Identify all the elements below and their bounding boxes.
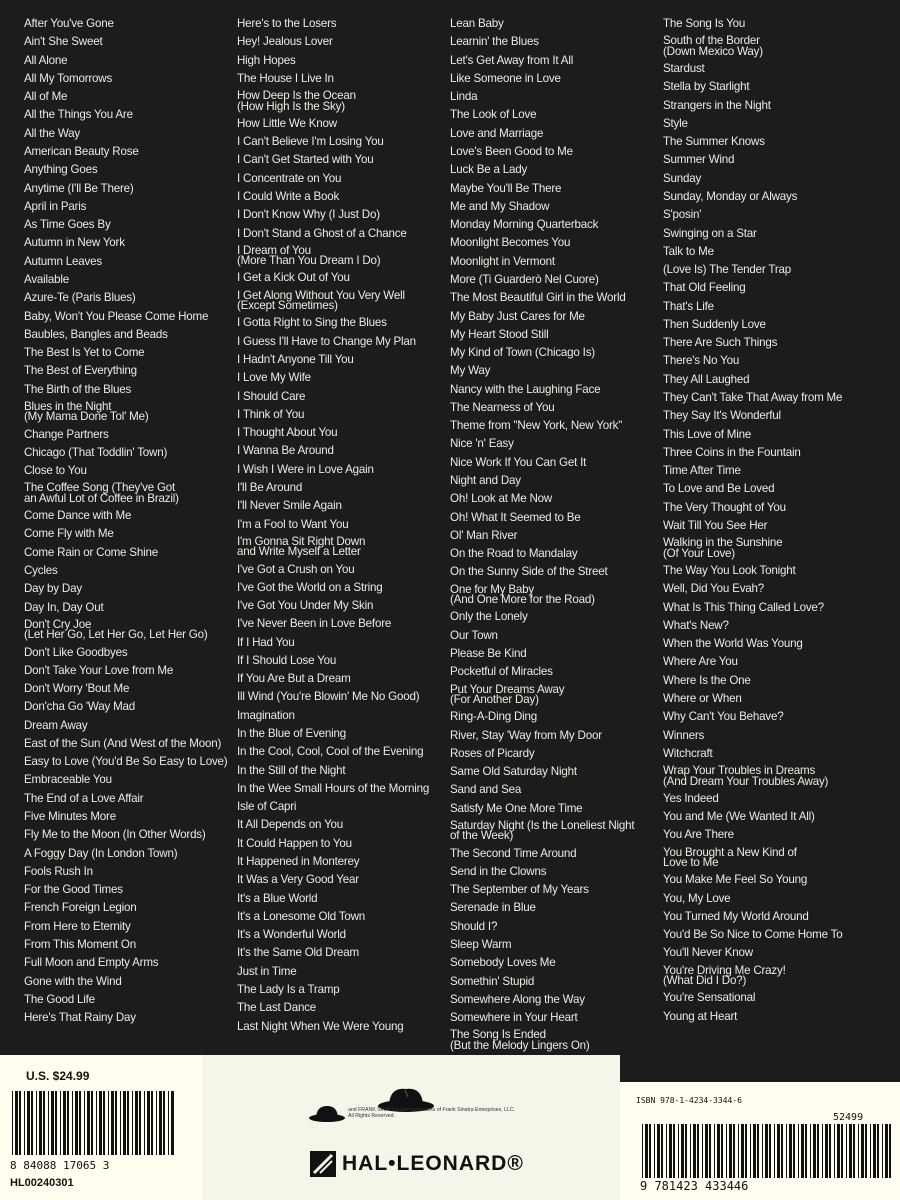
song-title: Witchcraft (663, 746, 713, 760)
song-title: Should I? (450, 919, 498, 933)
song-title: I Can't Get Started with You (237, 153, 374, 167)
song-title: One for My Baby (And One More for the Road) (450, 582, 595, 607)
song-title: Chicago (That Toddlin' Town) (24, 445, 168, 459)
song-title: It's a Wonderful World (237, 928, 346, 942)
song-title: Saturday Night (Is the Loneliest Night of the Week) (450, 818, 635, 843)
song-title: Love and Marriage (450, 126, 544, 140)
song-title: If I Had You (237, 635, 295, 649)
song-title: I Wanna Be Around (237, 444, 334, 458)
song-title: When the World Was Young (663, 637, 803, 651)
song-title: I Don't Know Why (I Just Do) (237, 208, 380, 222)
song-title: I've Got You Under My Skin (237, 599, 374, 613)
song-title: The Best of Everything (24, 364, 137, 378)
song-title: Don't Like Goodbyes (24, 645, 128, 659)
song-title: The End of a Love Affair (24, 791, 144, 805)
song-column-4 (663, 18, 893, 1029)
song-title: Baubles, Bangles and Beads (24, 327, 168, 341)
song-title: After You've Gone (24, 17, 114, 30)
song-title: Then Suddenly Love (663, 317, 766, 331)
song-title: As Time Goes By (24, 218, 111, 232)
song-title: That's Life (663, 299, 714, 313)
song-title: Nice Work If You Can Get It (450, 455, 587, 469)
song-title: Imagination (237, 708, 295, 722)
song-title: Satisfy Me One More Time (450, 801, 583, 815)
song-title: Stella by Starlight (663, 80, 750, 94)
song-title: I've Got a Crush on You (237, 562, 355, 576)
song-title: Gone with the Wind (24, 974, 122, 988)
song-title: All the Way (24, 126, 81, 140)
isbn-panel (620, 1082, 900, 1200)
song-title: Serenade in Blue (450, 901, 536, 915)
song-title: The Very Thought of You (663, 500, 786, 514)
song-title: Walking in the Sunshine (Of Your Love) (663, 536, 783, 560)
song-title: What's New? (663, 618, 729, 632)
song-title: Fly Me to the Moon (In Other Words) (24, 828, 206, 842)
song-title: The Second Time Around (450, 846, 577, 860)
song-title: Where Is the One (663, 673, 751, 687)
song-title: I'm a Fool to Want You (237, 517, 349, 531)
song-title: I Dream of You (More Than You Dream I Do) (237, 243, 381, 268)
upc-digits: 8 84088 17065 3 (10, 1159, 110, 1171)
song-title: (Love Is) The Tender Trap (663, 263, 791, 277)
song-title: All of Me (24, 90, 68, 104)
song-title: You Brought a New Kind of Love to Me (663, 845, 797, 870)
song-title: Come Rain or Come Shine (24, 545, 158, 559)
song-title: You Make Me Feel So Young (663, 873, 808, 887)
song-title: Wrap Your Troubles in Dreams (And Dream Your Troubles Away) (663, 764, 829, 788)
song-title: Isle of Capri (237, 800, 297, 814)
song-title: You Are There (663, 828, 734, 842)
song-title: Theme from "New York, New York" (450, 419, 623, 433)
song-title: High Hopes (237, 53, 296, 67)
song-column-1 (24, 18, 229, 1030)
song-title: The Coffee Song (They've Got an Awful Lot of Coffee in Brazil) (24, 481, 179, 505)
song-title: Available (24, 272, 70, 286)
song-title: Moonlight Becomes You (450, 236, 571, 250)
song-title: Night and Day (450, 474, 521, 488)
song-title: Maybe You'll Be There (450, 181, 562, 195)
song-title: Our Town (450, 628, 498, 642)
song-title: Don'cha Go 'Way Mad (24, 700, 136, 714)
song-title: In the Still of the Night (237, 763, 346, 777)
song-title: Winners (663, 728, 705, 742)
song-title: Anytime (I'll Be There) (24, 181, 134, 195)
song-title: Time After Time (663, 464, 741, 478)
song-title: You Turned My World Around (663, 909, 809, 923)
song-title: They All Laughed (663, 372, 750, 386)
song-title: American Beauty Rose (24, 144, 139, 158)
song-title: Oh! Look at Me Now (450, 492, 553, 506)
song-title: From This Moment On (24, 938, 136, 951)
song-title: Put Your Dreams Away (For Another Day) (450, 682, 565, 707)
song-title: Nancy with the Laughing Face (450, 382, 601, 396)
ean-digits: 9 781423 433446 (640, 1179, 749, 1192)
song-title: Hey! Jealous Lover (237, 35, 333, 49)
song-title: More (Ti Guarderò Nel Cuore) (450, 272, 599, 286)
song-title: It All Depends on You (237, 818, 344, 832)
song-title: Oh! What It Seemed to Be (450, 510, 581, 524)
song-title: The House I Live In (237, 71, 334, 85)
song-title: You'd Be So Nice to Come Home To (663, 928, 843, 942)
song-title: How Deep Is the Ocean (How High Is the Sky) (237, 89, 356, 113)
song-title: Somethin' Stupid (450, 974, 535, 988)
song-title: They Can't Take That Away from Me (663, 391, 843, 405)
song-title: If You Are But a Dream (237, 672, 351, 686)
song-title: You, My Love (663, 891, 731, 905)
song-title: Same Old Saturday Night (450, 765, 577, 779)
song-title: My Heart Stood Still (450, 327, 549, 341)
song-title: How Little We Know (237, 116, 337, 130)
song-title: Autumn Leaves (24, 254, 102, 268)
song-title: Here's That Rainy Day (24, 1011, 136, 1025)
song-title: Where or When (663, 691, 742, 705)
hl-product-code: HL00240301 (10, 1177, 74, 1189)
song-title: Embraceable You (24, 773, 112, 787)
song-title: In the Blue of Evening (237, 727, 347, 741)
song-title: Why Can't You Behave? (663, 710, 784, 724)
song-title: All Alone (24, 53, 68, 67)
song-title: Strangers in the Night (663, 98, 771, 112)
song-title: The Song Is You (663, 17, 746, 30)
song-title: Linda (450, 90, 478, 104)
song-title: Roses of Picardy (450, 746, 535, 760)
song-title: April in Paris (24, 199, 87, 213)
song-title: I've Got the World on a String (237, 580, 383, 594)
song-title: Summer Wind (663, 153, 735, 167)
song-title: The Lady Is a Tramp (237, 982, 340, 996)
song-title: It's a Blue World (237, 891, 318, 905)
song-title: Me and My Shadow (450, 199, 550, 213)
song-title: Fools Rush In (24, 864, 93, 878)
song-title: Last Night When We Were Young (237, 1019, 404, 1033)
song-title: I Gotta Right to Sing the Blues (237, 316, 387, 330)
song-title: It's the Same Old Dream (237, 946, 359, 960)
song-title: I Get a Kick Out of You (237, 271, 350, 285)
song-title: Nice 'n' Easy (450, 437, 514, 451)
song-title: In the Wee Small Hours of the Morning (237, 781, 430, 795)
song-title: I've Never Been in Love Before (237, 617, 392, 631)
song-title: I Can't Believe I'm Losing You (237, 135, 384, 149)
song-title: The September of My Years (450, 883, 589, 897)
song-title: In the Cool, Cool, Cool of the Evening (237, 745, 424, 759)
song-title: Send in the Clowns (450, 864, 547, 878)
song-title: Well, Did You Evah? (663, 582, 765, 596)
upc-barcode (8, 1091, 176, 1171)
song-title: It Was a Very Good Year (237, 873, 359, 887)
song-title: Swinging on a Star (663, 226, 757, 240)
song-title: Talk to Me (663, 244, 714, 258)
song-title: I'll Be Around (237, 480, 303, 494)
song-title: You and Me (We Wanted It All) (663, 810, 815, 824)
song-title: Where Are You (663, 655, 738, 669)
price-label: U.S. $24.99 (26, 1069, 90, 1083)
song-title: If I Should Lose You (237, 653, 337, 667)
song-title: Dream Away (24, 718, 88, 732)
song-column-3 (450, 18, 655, 1057)
hal-leonard-mark-icon (310, 1151, 336, 1177)
song-title: Five Minutes More (24, 810, 116, 824)
song-title: Come Fly with Me (24, 527, 114, 541)
song-title: The Good Life (24, 992, 95, 1006)
publisher-panel (202, 1055, 620, 1200)
song-title: Yes Indeed (663, 791, 719, 805)
song-title: Love's Been Good to Me (450, 144, 573, 158)
song-title: Change Partners (24, 427, 109, 441)
song-title: My Kind of Town (Chicago Is) (450, 346, 595, 360)
song-title: Please Be Kind (450, 646, 527, 660)
song-title: Day by Day (24, 582, 82, 596)
song-title: Don't Cry Joe (Let Her Go, Let Her Go, Let Her Go) (24, 617, 208, 642)
song-title: Wait Till You See Her (663, 519, 768, 532)
song-title: Three Coins in the Fountain (663, 445, 801, 459)
song-title: The Nearness of You (450, 400, 555, 414)
song-title: What Is This Thing Called Love? (663, 600, 824, 614)
song-title: Don't Worry 'Bout Me (24, 682, 130, 696)
song-title: The Best Is Yet to Come (24, 346, 145, 360)
song-title: Stardust (663, 61, 705, 75)
song-title: Just in Time (237, 964, 297, 978)
song-title: Ill Wind (You're Blowin' Me No Good) (237, 690, 420, 704)
song-title: There Are Such Things (663, 336, 778, 350)
song-title: Anything Goes (24, 163, 98, 177)
song-title: Lean Baby (450, 17, 504, 30)
song-title: S'posin' (663, 208, 702, 222)
song-title: They Say It's Wonderful (663, 409, 781, 423)
song-title: Ain't She Sweet (24, 35, 103, 49)
song-title: Cycles (24, 563, 58, 577)
song-title: You're Driving Me Crazy! (What Did I Do?) (663, 963, 786, 988)
song-title: To Love and Be Loved (663, 482, 775, 496)
song-title: My Way (450, 364, 491, 378)
song-list (0, 18, 900, 1078)
song-title: All the Things You Are (24, 108, 133, 122)
isbn-label: ISBN 978-1-4234-3344-6 (636, 1096, 742, 1105)
song-title: Style (663, 116, 688, 130)
song-title: Ol' Man River (450, 528, 518, 542)
song-title: Somewhere in Your Heart (450, 1011, 578, 1025)
song-title: Sunday (663, 171, 702, 185)
song-title: For the Good Times (24, 883, 123, 897)
song-title: Day In, Day Out (24, 600, 104, 614)
song-title: It's a Lonesome Old Town (237, 909, 366, 923)
song-title: The Way You Look Tonight (663, 563, 796, 577)
song-title: Let's Get Away from It All (450, 53, 574, 67)
song-title: I Don't Stand a Ghost of a Chance (237, 226, 407, 240)
song-title: The Look of Love (450, 108, 537, 122)
song-title: Monday Morning Quarterback (450, 218, 599, 232)
song-title: Don't Take Your Love from Me (24, 663, 174, 677)
song-title: From Here to Eternity (24, 919, 131, 933)
song-title: Pocketful of Miracles (450, 665, 553, 679)
song-title: Somebody Loves Me (450, 956, 556, 970)
song-title: You're Sensational (663, 991, 756, 1005)
song-title: Azure-Te (Paris Blues) (24, 291, 136, 305)
song-title: You'll Never Know (663, 946, 753, 960)
song-title: Young at Heart (663, 1009, 738, 1023)
song-title: I Could Write a Book (237, 189, 340, 203)
hal-leonard-wordmark: HAL•LEONARD® (342, 1152, 524, 1175)
song-title: French Foreign Legion (24, 901, 137, 915)
song-title: I Wish I Were in Love Again (237, 462, 374, 476)
song-title: Full Moon and Empty Arms (24, 956, 159, 970)
song-title: East of the Sun (And West of the Moon) (24, 736, 222, 750)
song-title: Blues in the Night (My Mama Done Tol' Me) (24, 399, 149, 424)
song-title: The Most Beautiful Girl in the World (450, 291, 626, 305)
song-title: I Think of You (237, 407, 305, 421)
song-title: I Hadn't Anyone Till You (237, 353, 354, 366)
song-title: Easy to Love (You'd Be So Easy to Love) (24, 755, 228, 769)
song-title: A Foggy Day (In London Town) (24, 846, 178, 860)
song-title: Like Someone in Love (450, 71, 561, 85)
song-title: Sleep Warm (450, 938, 512, 951)
song-title: I'm Gonna Sit Right Down and Write Myself a Letter (237, 534, 366, 559)
song-title: River, Stay 'Way from My Door (450, 728, 602, 742)
song-title: It Could Happen to You (237, 836, 352, 850)
price-panel (0, 1055, 202, 1200)
song-title: Luck Be a Lady (450, 163, 528, 177)
song-title: On the Sunny Side of the Street (450, 565, 608, 579)
song-title: This Love of Mine (663, 427, 752, 441)
song-title: Ring-A-Ding Ding (450, 710, 538, 724)
song-title: The Birth of the Blues (24, 382, 132, 396)
song-title: The Song Is Ended (But the Melody Lingers On) (450, 1028, 590, 1052)
song-title: Baby, Won't You Please Come Home (24, 309, 209, 323)
song-title: I Thought About You (237, 426, 338, 440)
song-title: Autumn in New York (24, 236, 125, 250)
song-title: The Summer Knows (663, 135, 765, 149)
song-title: Come Dance with Me (24, 509, 132, 523)
song-title: I Love My Wife (237, 371, 311, 385)
song-title: That Old Feeling (663, 281, 746, 295)
song-title: Moonlight in Vermont (450, 254, 555, 268)
isbn-barcode (638, 1110, 896, 1192)
song-title: Close to You (24, 464, 87, 478)
song-title: The Last Dance (237, 1001, 317, 1015)
fedora-hat-icon (308, 1103, 346, 1125)
song-title: All My Tomorrows (24, 71, 113, 85)
hal-leonard-logo (310, 1151, 540, 1181)
song-title: Sunday, Monday or Always (663, 189, 798, 203)
song-title: My Baby Just Cares for Me (450, 309, 585, 323)
song-title: I Get Along Without You Very Well (Except Sometimes) (237, 288, 405, 313)
song-title: Somewhere Along the Way (450, 992, 585, 1006)
song-title: I Should Care (237, 389, 306, 403)
song-title: I Guess I'll Have to Change My Plan (237, 334, 416, 348)
song-title: Here's to the Losers (237, 17, 337, 30)
song-title: Only the Lonely (450, 610, 528, 624)
song-title: On the Road to Mandalay (450, 547, 578, 561)
trademark-notice: and FRANK SINATRA are trademarks of Frank Sinatra Enterprises, LLC. All Rights Reserved. (348, 1107, 516, 1120)
song-title: There's No You (663, 354, 740, 368)
song-title: I Concentrate on You (237, 171, 342, 185)
song-title: It Happened in Monterey (237, 855, 360, 868)
song-title: Sand and Sea (450, 783, 522, 797)
song-title: Learnin' the Blues (450, 35, 539, 49)
isbn-price-code: 52499 (833, 1112, 864, 1123)
song-title: South of the Border (Down Mexico Way) (663, 34, 763, 58)
song-title: I'll Never Smile Again (237, 499, 342, 513)
song-column-2 (237, 18, 442, 1039)
